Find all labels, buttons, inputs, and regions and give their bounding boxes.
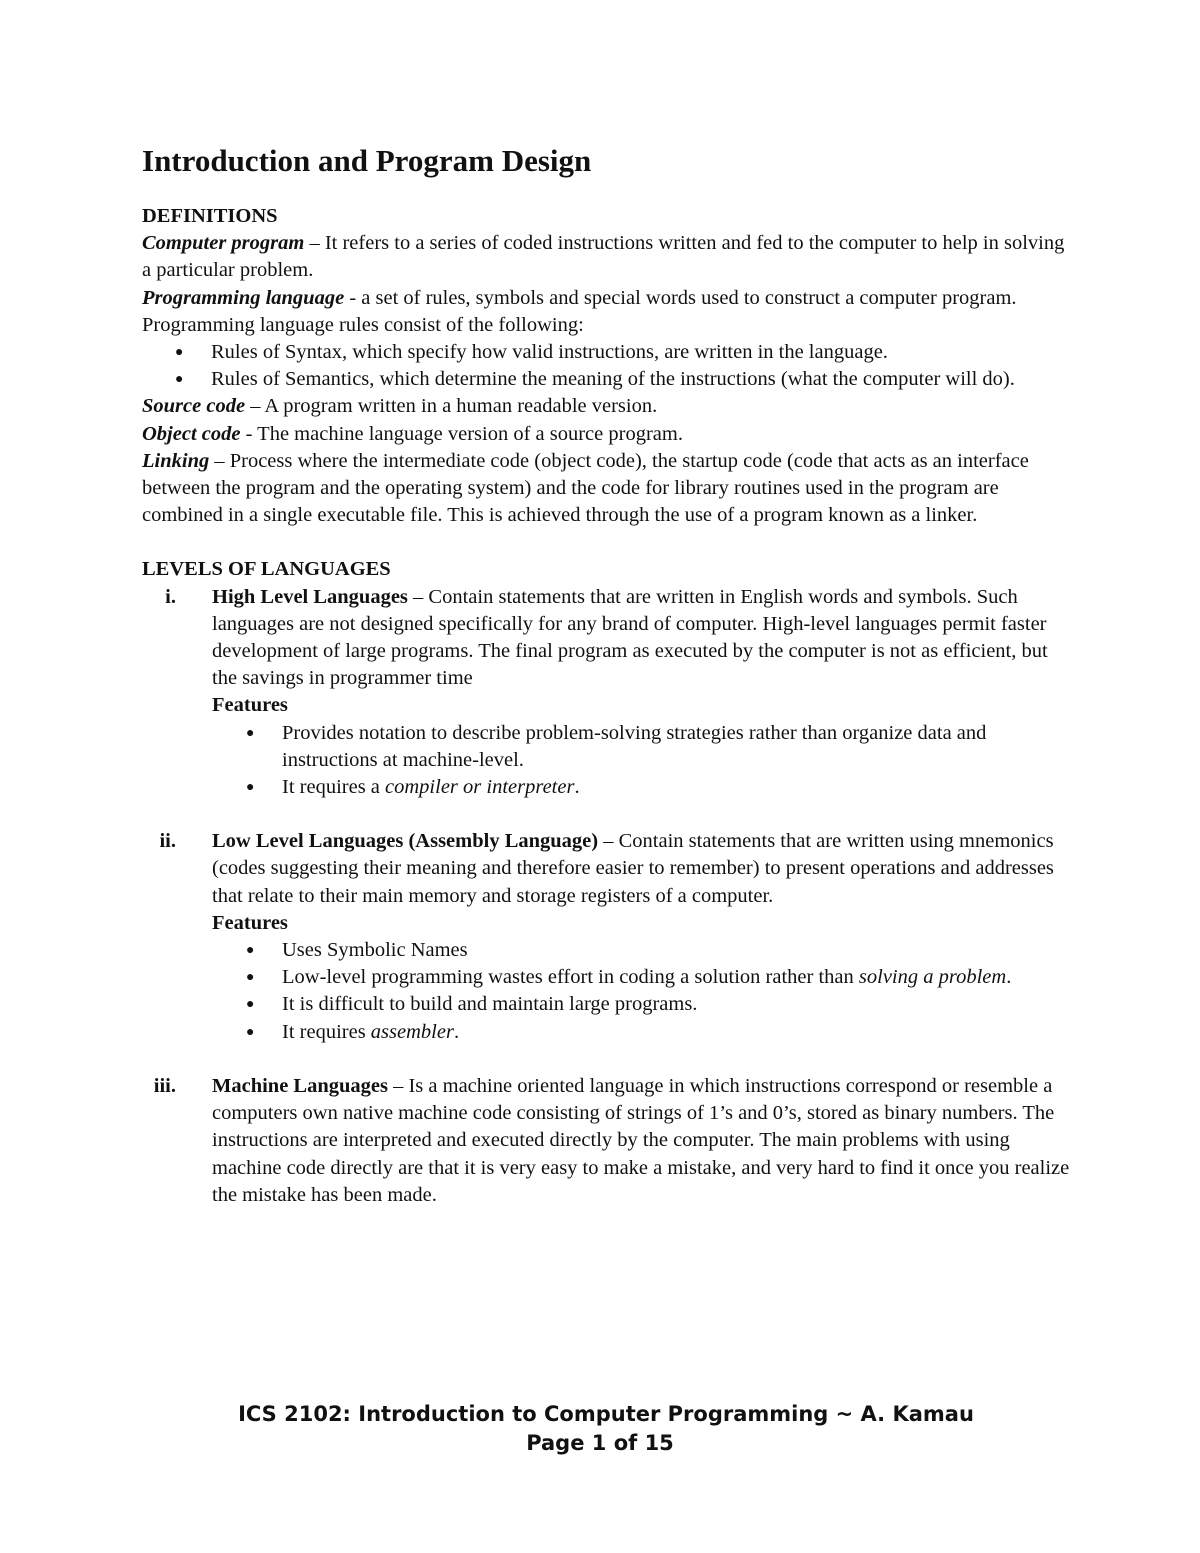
list-item: ● It requires assembler. bbox=[142, 1019, 1072, 1046]
features-label: Features bbox=[212, 911, 288, 934]
level-text: – Contain statements that are written using mnemonics (codes suggesting their meaning and therefore easier to remember) to present operations and addresses that relate to their main memory and storage registers of a computer. bbox=[212, 830, 1054, 907]
level-number: i. bbox=[165, 585, 176, 608]
list-item: ● It is difficult to build and maintain large programs. bbox=[142, 991, 1072, 1018]
high-features-list bbox=[142, 720, 1072, 802]
list-item: ● It requires a compiler or interpreter. bbox=[142, 774, 1072, 801]
level-name: High Level Languages bbox=[212, 585, 408, 608]
definition-text: – Process where the intermediate code (object code), the startup code (code that acts as an interface between the program and the operating system) and the code for library routines used in the program are combined in a single executable file. This is achieved through the use of a program known as a linker. bbox=[142, 449, 1029, 527]
level-high bbox=[142, 584, 1072, 720]
definition-source-code bbox=[142, 393, 1072, 420]
definition-programming-language bbox=[142, 285, 1072, 339]
term-programming-language: Programming language bbox=[142, 286, 345, 309]
level-text: – Is a machine oriented language in which instructions correspond or resemble a computers own native machine code consisting of strings of 1’s and 0’s, stored as binary numbers. The instructions are interpreted and executed directly by the computer. The main problems with using machine code directly are that it is very easy to make a mistake, and very hard to find it once you realize the mistake has been made. bbox=[212, 1074, 1070, 1206]
level-low bbox=[142, 828, 1072, 937]
definition-text: - a set of rules, symbols and special words used to construct a computer program. Programming language rules consist of the following: bbox=[142, 286, 1017, 336]
footer-page-number: Page 1 of 15 bbox=[526, 1431, 674, 1455]
term-computer-program: Computer program bbox=[142, 232, 305, 255]
list-item: ● Rules of Syntax, which specify how valid instructions, are written in the language. bbox=[142, 339, 1072, 366]
definition-computer-program bbox=[142, 230, 1072, 284]
definition-object-code bbox=[142, 421, 1072, 448]
page-title: Introduction and Program Design bbox=[142, 143, 592, 178]
list-item: ● Low-level programming wastes effort in coding a solution rather than solving a problem. bbox=[142, 964, 1072, 991]
level-machine bbox=[142, 1073, 1072, 1209]
footer-course: ICS 2102: Introduction to Computer Programming ~ A. Kamau bbox=[238, 1402, 974, 1426]
definitions-heading: DEFINITIONS bbox=[142, 205, 278, 227]
page-footer bbox=[0, 1400, 1200, 1458]
list-item: ● Provides notation to describe problem-solving strategies rather than organize data and instructions at machine-level. bbox=[142, 720, 1072, 774]
level-name: Machine Languages bbox=[212, 1074, 388, 1097]
document-body bbox=[142, 203, 1072, 1209]
definition-text: – It refers to a series of coded instructions written and fed to the computer to help in solving a particular problem. bbox=[142, 232, 1065, 282]
list-item: ● Rules of Semantics, which determine the meaning of the instructions (what the computer will do). bbox=[142, 366, 1072, 393]
levels-heading: LEVELS OF LANGUAGES bbox=[142, 558, 391, 581]
level-text: – Contain statements that are written in English words and symbols. Such languages are not designed specifically for any brand of computer. High-level languages permit faster development of large programs. The final program as executed by the computer is not as efficient, but the savings in programmer time bbox=[212, 585, 1048, 690]
list-item: ● Uses Symbolic Names bbox=[142, 937, 1072, 964]
rules-list bbox=[142, 339, 1072, 393]
term-source-code: Source code bbox=[142, 395, 246, 418]
definition-text: – A program written in a human readable version. bbox=[245, 395, 658, 418]
definition-text: - The machine language version of a source program. bbox=[240, 422, 683, 445]
low-features-list bbox=[142, 937, 1072, 1046]
term-object-code: Object code bbox=[142, 422, 241, 445]
level-number: iii. bbox=[153, 1074, 176, 1097]
level-name: Low Level Languages (Assembly Language) bbox=[212, 830, 599, 853]
level-number: ii. bbox=[159, 830, 176, 853]
term-linking: Linking bbox=[142, 449, 210, 472]
features-label: Features bbox=[212, 694, 288, 717]
definition-linking bbox=[142, 448, 1072, 530]
